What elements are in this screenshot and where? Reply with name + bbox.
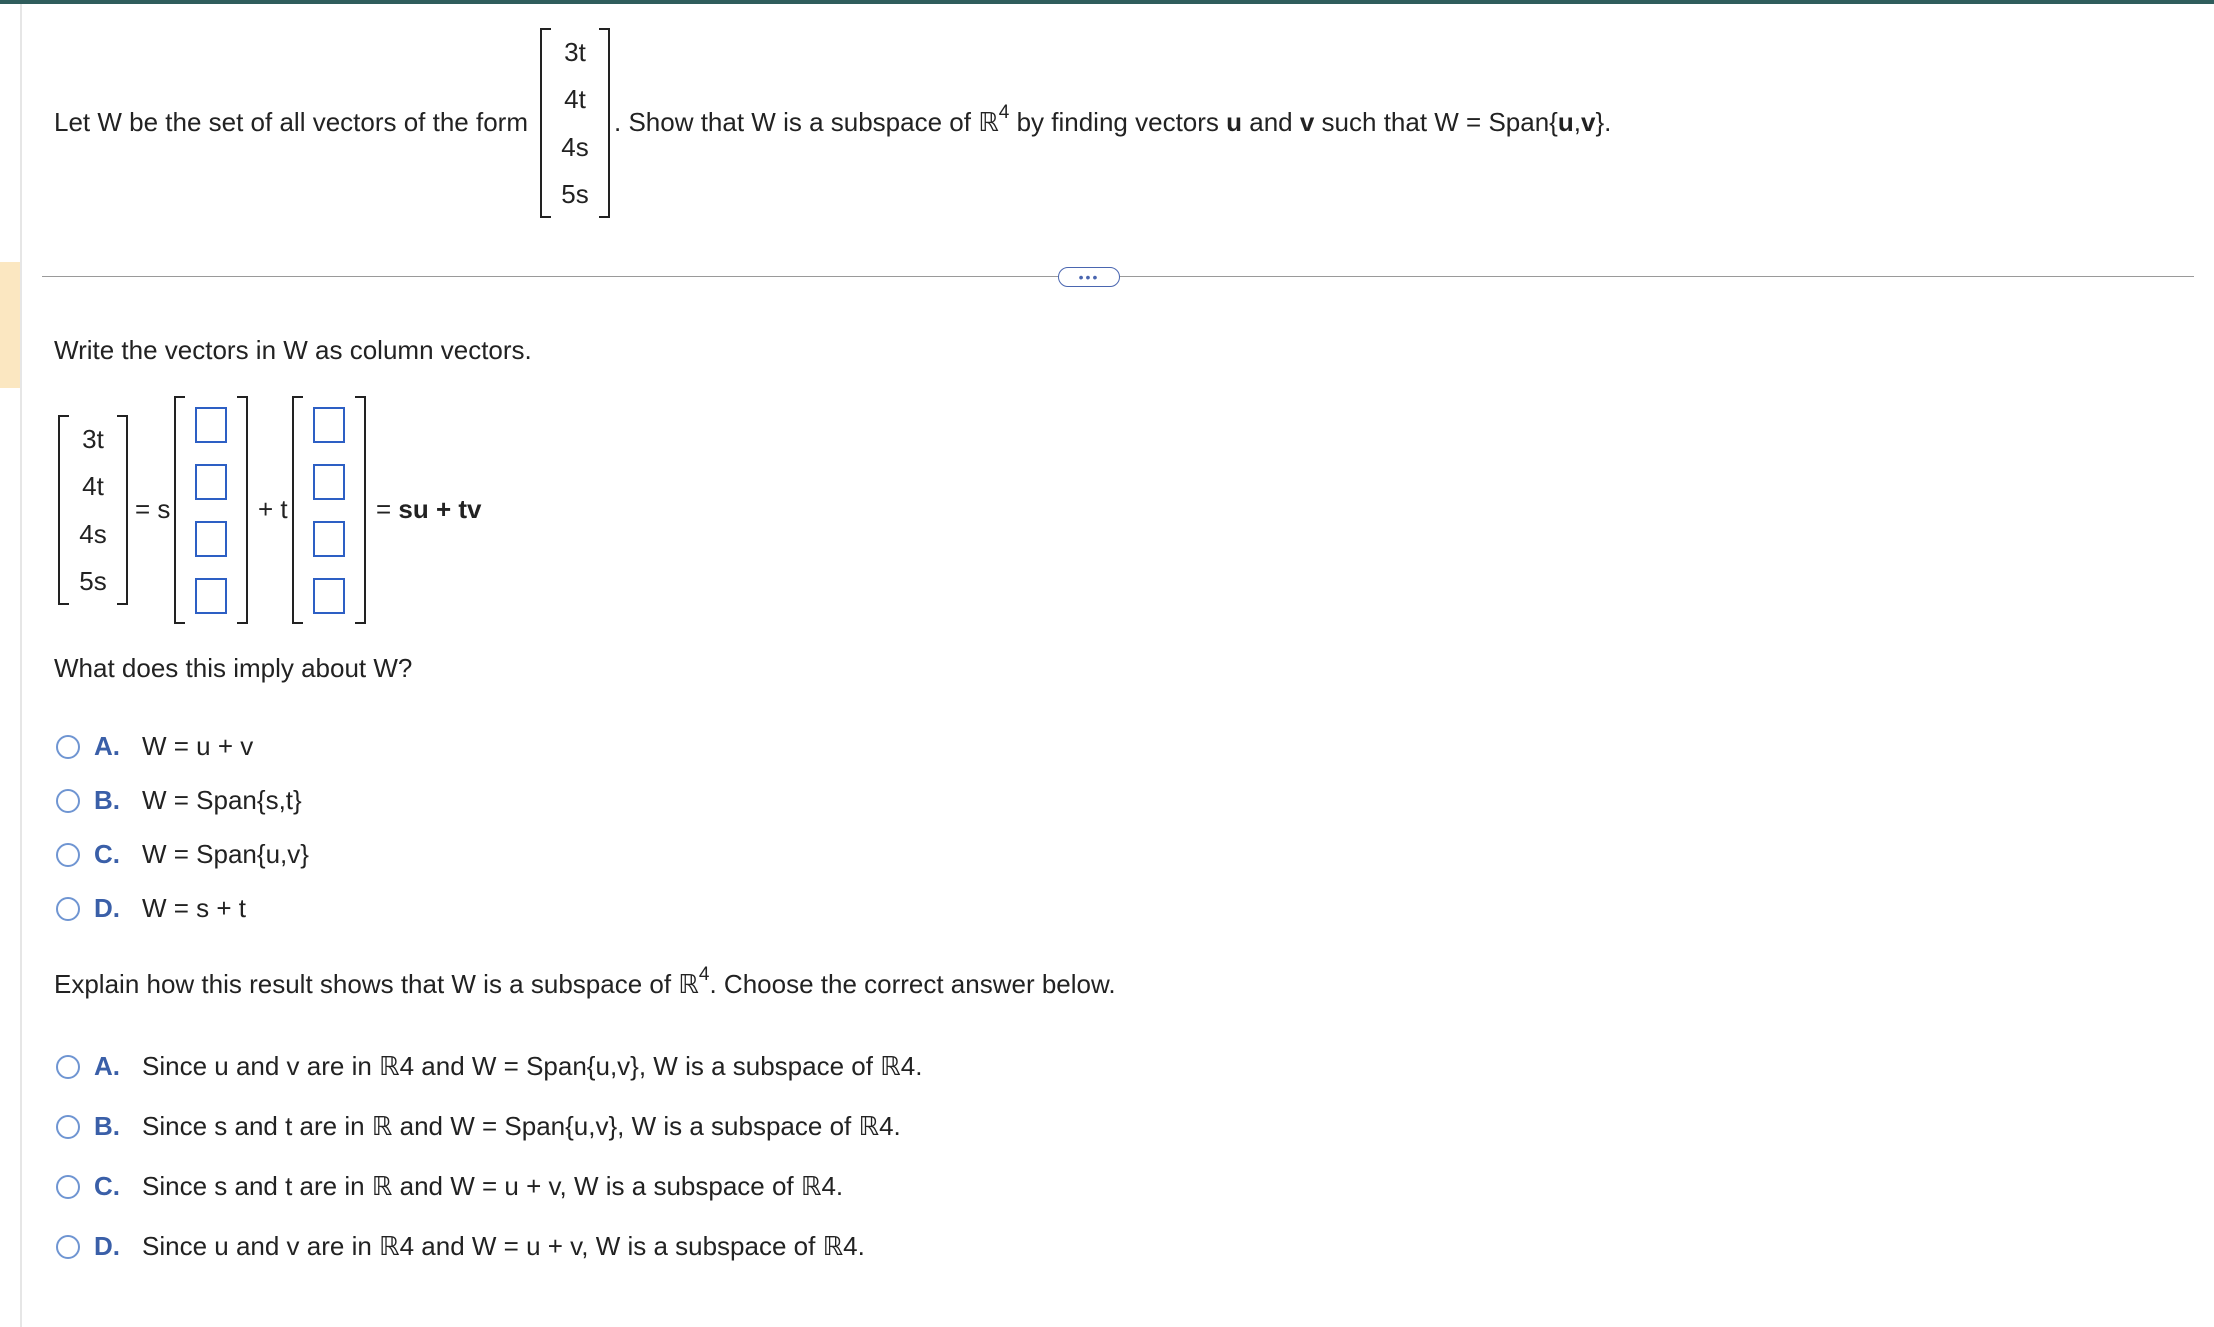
vector-entry: 3t bbox=[82, 423, 104, 454]
radio-button[interactable] bbox=[56, 843, 80, 867]
part2-option-a[interactable]: A. W = u + v bbox=[56, 731, 253, 762]
section-marker bbox=[0, 262, 20, 388]
option-text: W = u + v bbox=[142, 731, 254, 761]
option-text: W = Span{u,v} bbox=[142, 839, 309, 869]
u-entry-1-input[interactable] bbox=[195, 407, 227, 443]
part2-prompt: What does this imply about W? bbox=[54, 653, 413, 683]
part3-option-d[interactable]: D. Since u and v are in ℝ4 and W = u + v, W is a subspace of ℝ4. bbox=[56, 1231, 865, 1262]
lhs-vector bbox=[58, 415, 128, 605]
option-text: W = Span{s,t} bbox=[142, 785, 302, 815]
radio-button[interactable] bbox=[56, 735, 80, 759]
vector-entry: 3t bbox=[564, 36, 586, 67]
option-text: Since u and v are in ℝ4 and W = u + v, W is a subspace of ℝ4. bbox=[142, 1231, 865, 1261]
v-entry-3-input[interactable] bbox=[313, 521, 345, 557]
vector-entry: 4s bbox=[561, 131, 589, 162]
vector-entry: 4t bbox=[564, 84, 586, 115]
plus-t: + t bbox=[258, 494, 288, 524]
part3-option-b[interactable]: B. Since s and t are in ℝ and W = Span{u,v}, W is a subspace of ℝ4. bbox=[56, 1111, 901, 1142]
part3-option-a[interactable]: A. Since u and v are in ℝ4 and W = Span{u,v}, W is a subspace of ℝ4. bbox=[56, 1051, 922, 1082]
u-vector bbox=[174, 396, 248, 624]
part2-option-d[interactable]: D. W = s + t bbox=[56, 893, 246, 924]
result-expression: = su + tv bbox=[376, 494, 482, 524]
radio-button[interactable] bbox=[56, 1055, 80, 1079]
part3-option-c[interactable]: C. Since s and t are in ℝ and W = u + v, W is a subspace of ℝ4. bbox=[56, 1171, 843, 1202]
v-entry-4-input[interactable] bbox=[313, 578, 345, 614]
u-entry-4-input[interactable] bbox=[195, 578, 227, 614]
vector-entry: 4s bbox=[79, 518, 107, 549]
option-text: Since u and v are in ℝ4 and W = Span{u,v}, W is a subspace of ℝ4. bbox=[142, 1051, 923, 1081]
u-entry-3-input[interactable] bbox=[195, 521, 227, 557]
part1-prompt: Write the vectors in W as column vectors. bbox=[54, 335, 532, 365]
part3-prompt: Explain how this result shows that W is a subspace of ℝ$^4$. Choose the correct answer below. bbox=[54, 964, 1116, 999]
radio-button[interactable] bbox=[56, 1115, 80, 1139]
top-accent-bar bbox=[0, 0, 2214, 4]
radio-button[interactable] bbox=[56, 789, 80, 813]
more-options-button[interactable] bbox=[1058, 267, 1120, 287]
part2-option-b[interactable]: B. W = Span{s,t} bbox=[56, 785, 302, 816]
v-entry-2-input[interactable] bbox=[313, 464, 345, 500]
radio-button[interactable] bbox=[56, 1235, 80, 1259]
left-rule bbox=[20, 4, 22, 1327]
radio-button[interactable] bbox=[56, 1175, 80, 1199]
equals-s: = s bbox=[135, 494, 171, 524]
option-text: Since s and t are in ℝ and W = Span{u,v}, W is a subspace of ℝ4. bbox=[142, 1111, 901, 1141]
vector-entry: 5s bbox=[561, 179, 589, 210]
form-vector bbox=[540, 28, 610, 218]
option-text: Since s and t are in ℝ and W = u + v, W is a subspace of ℝ4. bbox=[142, 1171, 844, 1201]
option-text: W = s + t bbox=[142, 893, 247, 923]
intro-text: Let W be the set of all vectors of the form bbox=[54, 107, 528, 137]
vector-entry: 4t bbox=[82, 471, 104, 502]
dots-icon: ••• bbox=[1078, 269, 1100, 285]
radio-button[interactable] bbox=[56, 897, 80, 921]
part2-option-c[interactable]: C. W = Span{u,v} bbox=[56, 839, 309, 870]
u-entry-2-input[interactable] bbox=[195, 464, 227, 500]
question-intro bbox=[54, 107, 528, 138]
vector-entry: 5s bbox=[79, 566, 107, 597]
v-entry-1-input[interactable] bbox=[313, 407, 345, 443]
question-statement: . Show that W is a subspace of ℝ$^4$ by finding vectors u and v such that W = Span{u,v}. bbox=[614, 102, 1612, 137]
v-vector bbox=[292, 396, 366, 624]
